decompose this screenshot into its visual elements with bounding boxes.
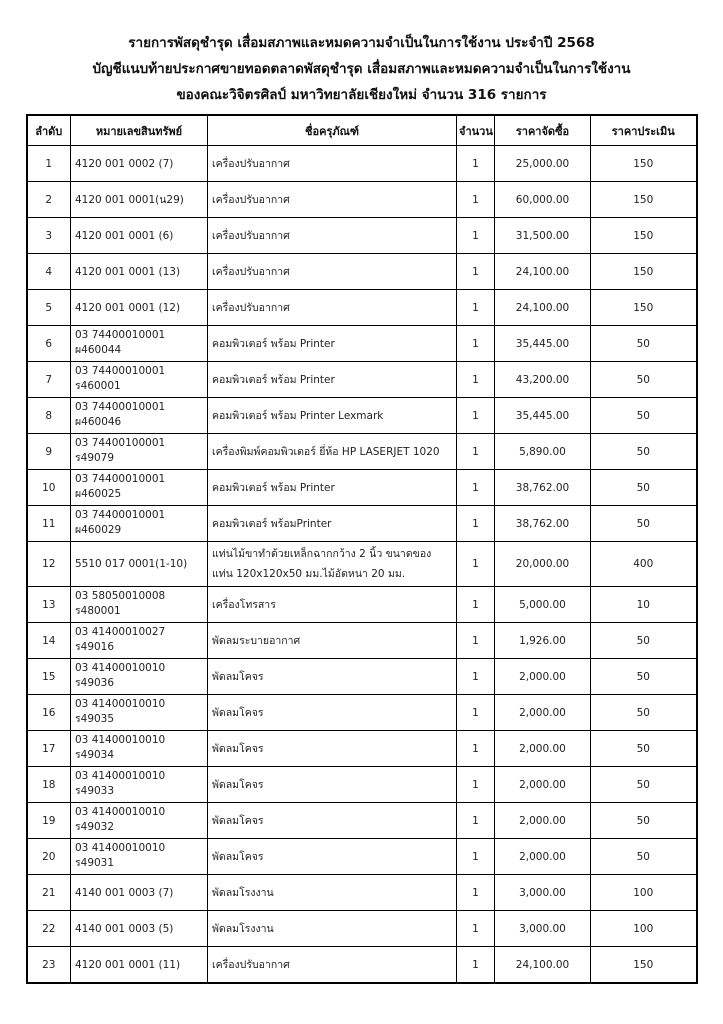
appraisal-price-cell: 150 [591, 947, 697, 984]
appraisal-price-cell: 50 [591, 659, 697, 695]
quantity-cell: 1 [457, 182, 495, 218]
asset-number-cell: 03 74400010001 ผ460029 [71, 506, 208, 542]
purchase-price-cell: 2,000.00 [495, 767, 591, 803]
index-cell: 5 [27, 290, 71, 326]
index-cell: 7 [27, 362, 71, 398]
purchase-price-cell: 2,000.00 [495, 659, 591, 695]
table-row [27, 290, 697, 326]
purchase-price-cell: 43,200.00 [495, 362, 591, 398]
appraisal-price-cell: 50 [591, 470, 697, 506]
table-row [27, 398, 697, 434]
header-quantity: จำนวน [457, 115, 495, 146]
asset-number-cell: 03 41400010010 ร49036 [71, 659, 208, 695]
item-name-cell: เครื่องปรับอากาศ [208, 947, 457, 984]
quantity-cell: 1 [457, 218, 495, 254]
appraisal-price-cell: 100 [591, 911, 697, 947]
quantity-cell: 1 [457, 623, 495, 659]
purchase-price-cell: 5,000.00 [495, 587, 591, 623]
table-row [27, 803, 697, 839]
quantity-cell: 1 [457, 506, 495, 542]
item-name-cell: พัดลมโคจร [208, 839, 457, 875]
purchase-price-cell: 35,445.00 [495, 326, 591, 362]
purchase-price-cell: 25,000.00 [495, 146, 591, 182]
index-cell: 2 [27, 182, 71, 218]
asset-number-cell: 4120 001 0001 (12) [71, 290, 208, 326]
quantity-cell: 1 [457, 254, 495, 290]
asset-number-cell: 03 74400010001 ผ460025 [71, 470, 208, 506]
table-row [27, 839, 697, 875]
purchase-price-cell: 60,000.00 [495, 182, 591, 218]
quantity-cell: 1 [457, 146, 495, 182]
table-row [27, 146, 697, 182]
appraisal-price-cell: 50 [591, 506, 697, 542]
item-name-cell: คอมพิวเตอร์ พร้อมPrinter [208, 506, 457, 542]
table-row [27, 506, 697, 542]
index-cell: 19 [27, 803, 71, 839]
appraisal-price-cell: 50 [591, 362, 697, 398]
asset-number-cell: 03 74400010001 ร460001 [71, 362, 208, 398]
header-item-name: ชื่อครุภัณฑ์ [208, 115, 457, 146]
table-row [27, 911, 697, 947]
index-cell: 21 [27, 875, 71, 911]
table-row [27, 218, 697, 254]
asset-number-cell: 03 58050010008 ร480001 [71, 587, 208, 623]
title-line-3: ของคณะวิจิตรศิลป์ มหาวิทยาลัยเชียงใหม่ จำนวน 316 รายการ [176, 87, 547, 103]
item-name-cell: เครื่องปรับอากาศ [208, 218, 457, 254]
asset-number-cell: 4120 001 0001 (6) [71, 218, 208, 254]
appraisal-price-cell: 50 [591, 398, 697, 434]
appraisal-price-cell: 150 [591, 182, 697, 218]
purchase-price-cell: 3,000.00 [495, 875, 591, 911]
appraisal-price-cell: 100 [591, 875, 697, 911]
item-name-cell: เครื่องปรับอากาศ [208, 182, 457, 218]
purchase-price-cell: 35,445.00 [495, 398, 591, 434]
table-row [27, 362, 697, 398]
table-row [27, 542, 697, 587]
table-row [27, 587, 697, 623]
index-cell: 13 [27, 587, 71, 623]
purchase-price-cell: 24,100.00 [495, 254, 591, 290]
quantity-cell: 1 [457, 911, 495, 947]
index-cell: 3 [27, 218, 71, 254]
table-header-row [27, 115, 697, 146]
quantity-cell: 1 [457, 326, 495, 362]
index-cell: 20 [27, 839, 71, 875]
appraisal-price-cell: 50 [591, 767, 697, 803]
table-row [27, 767, 697, 803]
appraisal-price-cell: 400 [591, 542, 697, 587]
index-cell: 4 [27, 254, 71, 290]
table-row [27, 731, 697, 767]
quantity-cell: 1 [457, 362, 495, 398]
item-name-cell: คอมพิวเตอร์ พร้อม Printer [208, 470, 457, 506]
asset-number-cell: 03 41400010010 ร49034 [71, 731, 208, 767]
table-row [27, 623, 697, 659]
purchase-price-cell: 38,762.00 [495, 470, 591, 506]
table-row [27, 254, 697, 290]
purchase-price-cell: 38,762.00 [495, 506, 591, 542]
quantity-cell: 1 [457, 875, 495, 911]
item-name-cell: เครื่องพิมพ์คอมพิวเตอร์ ยี่ห้อ HP LASERJET 1020 [208, 434, 457, 470]
purchase-price-cell: 5,890.00 [495, 434, 591, 470]
title-line-2: บัญชีแนบท้ายประกาศขายทอดตลาดพัสดุชำรุด เสื่อมสภาพและหมดความจำเป็นในการใช้งาน [92, 61, 631, 77]
purchase-price-cell: 24,100.00 [495, 290, 591, 326]
item-name-cell: พัดลมระบายอากาศ [208, 623, 457, 659]
appraisal-price-cell: 150 [591, 146, 697, 182]
item-name-cell: พัดลมโคจร [208, 767, 457, 803]
asset-number-cell: 03 41400010010 ร49031 [71, 839, 208, 875]
header-purchase-price: ราคาจัดซื้อ [495, 115, 591, 146]
table-row [27, 947, 697, 984]
table-row [27, 695, 697, 731]
item-name-cell: พัดลมโรงงาน [208, 911, 457, 947]
item-name-cell: แท่นไม้ขาทำด้วยเหล็กฉากกว้าง 2 นิ้ว ขนาดของแท่น 120x120x50 มม.ไม้อัดหนา 20 มม. [208, 542, 457, 587]
purchase-price-cell: 3,000.00 [495, 911, 591, 947]
item-name-cell: เครื่องโทรสาร [208, 587, 457, 623]
header-asset-number: หมายเลขสินทรัพย์ [71, 115, 208, 146]
item-name-cell: พัดลมโคจร [208, 695, 457, 731]
purchase-price-cell: 2,000.00 [495, 695, 591, 731]
quantity-cell: 1 [457, 542, 495, 587]
asset-number-cell: 5510 017 0001(1-10) [71, 542, 208, 587]
title-line-1: รายการพัสดุชำรุด เสื่อมสภาพและหมดความจำเป็นในการใช้งาน ประจำปี 2568 [128, 35, 595, 51]
table-row [27, 326, 697, 362]
index-cell: 23 [27, 947, 71, 984]
quantity-cell: 1 [457, 470, 495, 506]
quantity-cell: 1 [457, 659, 495, 695]
appraisal-price-cell: 50 [591, 839, 697, 875]
item-name-cell: คอมพิวเตอร์ พร้อม Printer [208, 362, 457, 398]
asset-number-cell: 03 41400010010 ร49035 [71, 695, 208, 731]
header-index: ลำดับ [27, 115, 71, 146]
appraisal-price-cell: 50 [591, 803, 697, 839]
quantity-cell: 1 [457, 839, 495, 875]
asset-number-cell: 4120 001 0001 (13) [71, 254, 208, 290]
purchase-price-cell: 2,000.00 [495, 803, 591, 839]
table-row [27, 875, 697, 911]
index-cell: 1 [27, 146, 71, 182]
item-name-cell: คอมพิวเตอร์ พร้อม Printer Lexmark [208, 398, 457, 434]
asset-number-cell: 03 41400010010 ร49033 [71, 767, 208, 803]
quantity-cell: 1 [457, 398, 495, 434]
item-name-cell: พัดลมโคจร [208, 659, 457, 695]
item-name-cell: คอมพิวเตอร์ พร้อม Printer [208, 326, 457, 362]
document-title-block [0, 30, 723, 108]
index-cell: 11 [27, 506, 71, 542]
item-name-cell: พัดลมโคจร [208, 803, 457, 839]
quantity-cell: 1 [457, 434, 495, 470]
asset-number-cell: 4140 001 0003 (7) [71, 875, 208, 911]
quantity-cell: 1 [457, 803, 495, 839]
quantity-cell: 1 [457, 947, 495, 984]
item-name-cell: เครื่องปรับอากาศ [208, 290, 457, 326]
table-row [27, 470, 697, 506]
index-cell: 15 [27, 659, 71, 695]
item-name-cell: เครื่องปรับอากาศ [208, 146, 457, 182]
item-name-cell: พัดลมโคจร [208, 731, 457, 767]
item-name-cell: พัดลมโรงงาน [208, 875, 457, 911]
table-row [27, 182, 697, 218]
table-row [27, 659, 697, 695]
purchase-price-cell: 20,000.00 [495, 542, 591, 587]
item-name-cell: เครื่องปรับอากาศ [208, 254, 457, 290]
index-cell: 12 [27, 542, 71, 587]
index-cell: 14 [27, 623, 71, 659]
purchase-price-cell: 2,000.00 [495, 731, 591, 767]
purchase-price-cell: 24,100.00 [495, 947, 591, 984]
asset-number-cell: 4120 001 0001(น29) [71, 182, 208, 218]
appraisal-price-cell: 150 [591, 254, 697, 290]
appraisal-price-cell: 50 [591, 434, 697, 470]
appraisal-price-cell: 10 [591, 587, 697, 623]
index-cell: 10 [27, 470, 71, 506]
appraisal-price-cell: 50 [591, 695, 697, 731]
asset-number-cell: 03 41400010027 ร49016 [71, 623, 208, 659]
asset-number-cell: 03 74400100001 ร49079 [71, 434, 208, 470]
appraisal-price-cell: 150 [591, 290, 697, 326]
asset-number-cell: 4120 001 0002 (7) [71, 146, 208, 182]
quantity-cell: 1 [457, 731, 495, 767]
index-cell: 9 [27, 434, 71, 470]
index-cell: 17 [27, 731, 71, 767]
index-cell: 8 [27, 398, 71, 434]
asset-number-cell: 4140 001 0003 (5) [71, 911, 208, 947]
asset-number-cell: 03 41400010010 ร49032 [71, 803, 208, 839]
quantity-cell: 1 [457, 290, 495, 326]
quantity-cell: 1 [457, 587, 495, 623]
quantity-cell: 1 [457, 695, 495, 731]
index-cell: 6 [27, 326, 71, 362]
table-body [27, 146, 697, 984]
asset-table [26, 114, 698, 984]
appraisal-price-cell: 150 [591, 218, 697, 254]
purchase-price-cell: 1,926.00 [495, 623, 591, 659]
quantity-cell: 1 [457, 767, 495, 803]
asset-number-cell: 03 74400010001 ผ460046 [71, 398, 208, 434]
index-cell: 22 [27, 911, 71, 947]
appraisal-price-cell: 50 [591, 623, 697, 659]
index-cell: 16 [27, 695, 71, 731]
header-appraisal-price: ราคาประเมิน [591, 115, 697, 146]
asset-number-cell: 03 74400010001 ผ460044 [71, 326, 208, 362]
purchase-price-cell: 31,500.00 [495, 218, 591, 254]
purchase-price-cell: 2,000.00 [495, 839, 591, 875]
asset-number-cell: 4120 001 0001 (11) [71, 947, 208, 984]
appraisal-price-cell: 50 [591, 731, 697, 767]
table-row [27, 434, 697, 470]
index-cell: 18 [27, 767, 71, 803]
appraisal-price-cell: 50 [591, 326, 697, 362]
